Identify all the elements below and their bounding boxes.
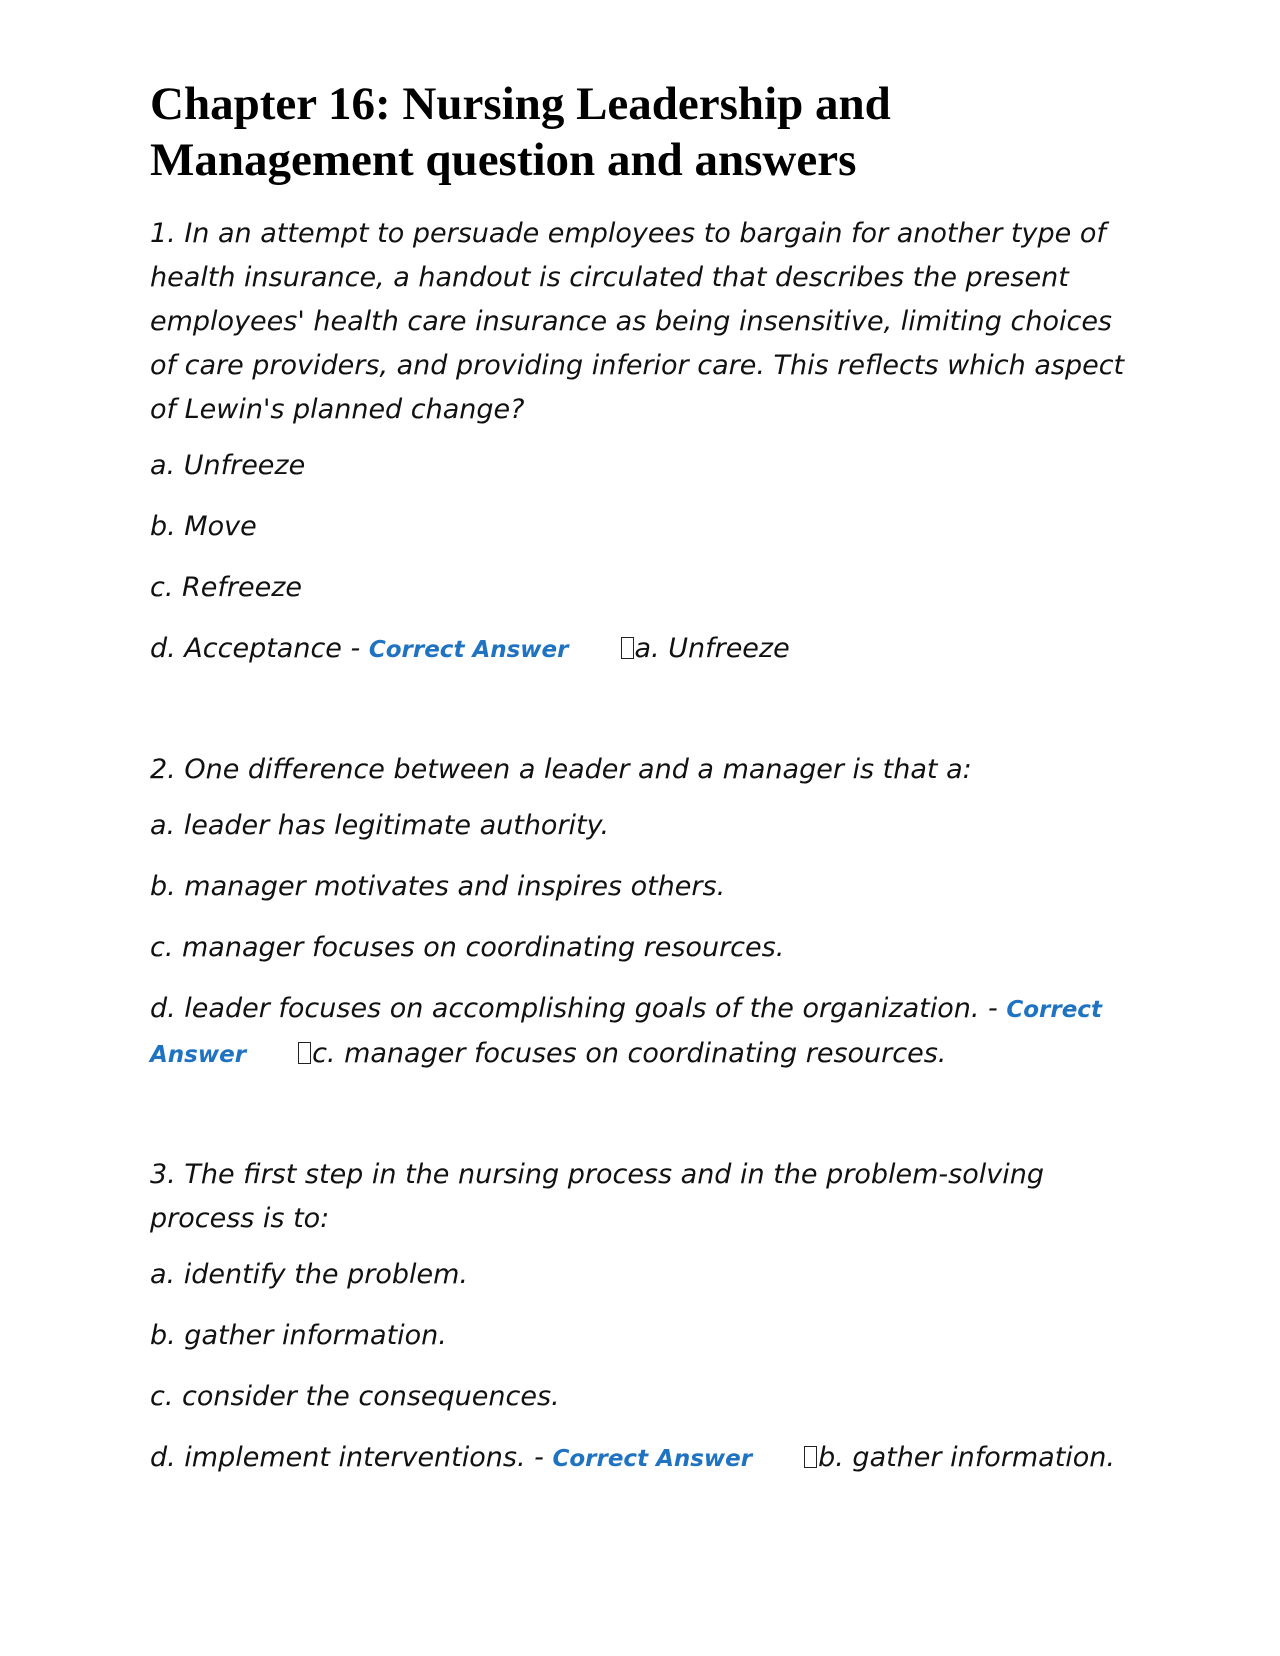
box-icon bbox=[621, 637, 634, 659]
correct-answer-label: Correct Answer bbox=[150, 997, 1102, 1068]
option-c: c. Refreeze bbox=[150, 572, 302, 603]
correct-answer-label: Correct Answer bbox=[368, 637, 569, 663]
option-b: b. Move bbox=[150, 511, 257, 542]
separator: - bbox=[525, 1442, 553, 1473]
option-a: a. leader has legitimate authority. bbox=[150, 810, 610, 841]
option-d-with-answer bbox=[150, 987, 1130, 1077]
option-a: a. Unfreeze bbox=[150, 450, 306, 481]
box-icon bbox=[804, 1446, 817, 1468]
option-b: b. manager motivates and inspires others. bbox=[150, 871, 726, 902]
option-d: d. implement interventions. bbox=[150, 1442, 526, 1473]
option-d: d. leader focuses on accomplishing goals of the organization. bbox=[150, 993, 980, 1024]
correct-answer-text: c. manager focuses on coordinating resources. bbox=[312, 1038, 947, 1069]
correct-answer-text: a. Unfreeze bbox=[634, 633, 790, 664]
document-page bbox=[150, 76, 1130, 1481]
option-c: c. consider the consequences. bbox=[150, 1381, 560, 1412]
correct-answer-label: Correct Answer bbox=[552, 1446, 753, 1472]
separator: - bbox=[979, 993, 1007, 1024]
page-title: Chapter 16: Nursing Leadership and Management question and answers bbox=[150, 78, 891, 186]
question-3 bbox=[150, 1153, 1130, 1481]
option-d-with-answer bbox=[150, 627, 1130, 672]
option-a: a. identify the problem. bbox=[150, 1259, 469, 1290]
separator: - bbox=[341, 633, 369, 664]
correct-answer-text: b. gather information. bbox=[818, 1442, 1115, 1473]
option-c: c. manager focuses on coordinating resources. bbox=[150, 932, 785, 963]
question-stem: 3. The first step in the nursing process and in the problem-solving process is to: bbox=[150, 1159, 1044, 1234]
option-d: d. Acceptance bbox=[150, 633, 342, 664]
option-d-with-answer bbox=[150, 1436, 1130, 1481]
question-stem: 1. In an attempt to persuade employees to bargain for another type of health insurance, a handout is circulated that describes the present employees' health care insurance as being insensitive, limiting choices of care providers, and providing inferior care. This reflects which aspect of Lewin's planned change? bbox=[150, 218, 1125, 425]
box-icon bbox=[298, 1042, 311, 1064]
option-b: b. gather information. bbox=[150, 1320, 447, 1351]
question-1 bbox=[150, 212, 1130, 672]
question-2 bbox=[150, 748, 1130, 1077]
question-stem: 2. One difference between a leader and a manager is that a: bbox=[150, 754, 972, 785]
